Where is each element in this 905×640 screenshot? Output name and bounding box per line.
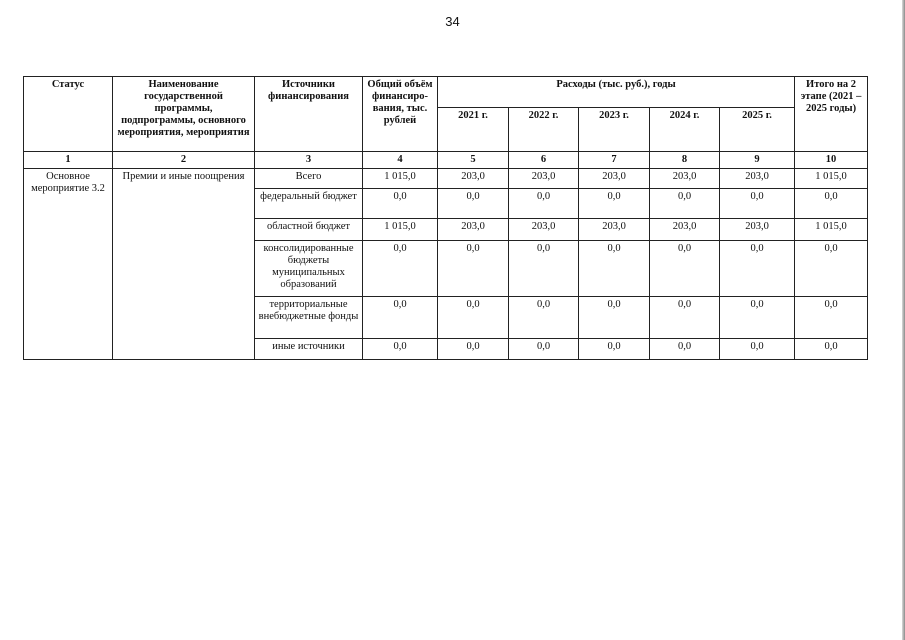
source-cell: областной бюджет [255, 219, 363, 241]
source-cell: иные источники [255, 339, 363, 360]
year-cell: 0,0 [579, 189, 650, 219]
header-total: Общий объём финансиро-вания, тыс. рублей [363, 77, 438, 152]
column-number: 9 [720, 152, 795, 169]
column-number: 7 [579, 152, 650, 169]
year-cell: 203,0 [720, 169, 795, 189]
source-cell: Всего [255, 169, 363, 189]
year-cell: 203,0 [650, 169, 720, 189]
total-cell: 1 015,0 [363, 219, 438, 241]
header-year-2024: 2024 г. [650, 108, 720, 152]
year-cell: 0,0 [509, 339, 579, 360]
column-number: 8 [650, 152, 720, 169]
year-cell: 203,0 [438, 219, 509, 241]
source-cell: территориальные внебюджетные фонды [255, 297, 363, 339]
header-status: Статус [24, 77, 113, 152]
stage-total-cell: 0,0 [795, 241, 868, 297]
year-cell: 203,0 [720, 219, 795, 241]
source-cell: консолидированные бюджеты муниципальных образований [255, 241, 363, 297]
column-number: 10 [795, 152, 868, 169]
stage-total-cell: 0,0 [795, 189, 868, 219]
name-cell: Премии и иные поощрения [113, 169, 255, 360]
header-expenses: Расходы (тыс. руб.), годы [438, 77, 795, 108]
column-number-row [24, 152, 868, 169]
column-number: 2 [113, 152, 255, 169]
year-cell: 0,0 [438, 297, 509, 339]
year-cell: 0,0 [720, 339, 795, 360]
year-cell: 0,0 [579, 297, 650, 339]
year-cell: 0,0 [720, 241, 795, 297]
total-cell: 0,0 [363, 297, 438, 339]
year-cell: 203,0 [509, 169, 579, 189]
header-year-2023: 2023 г. [579, 108, 650, 152]
year-cell: 0,0 [509, 297, 579, 339]
year-cell: 203,0 [509, 219, 579, 241]
year-cell: 0,0 [720, 189, 795, 219]
year-cell: 0,0 [579, 241, 650, 297]
table-row [24, 169, 868, 189]
year-cell: 203,0 [579, 219, 650, 241]
year-cell: 0,0 [438, 241, 509, 297]
total-cell: 0,0 [363, 189, 438, 219]
year-cell: 203,0 [650, 219, 720, 241]
budget-table [23, 76, 868, 360]
year-cell: 0,0 [650, 297, 720, 339]
year-cell: 203,0 [438, 169, 509, 189]
year-cell: 0,0 [438, 189, 509, 219]
source-cell: федеральный бюджет [255, 189, 363, 219]
column-number: 6 [509, 152, 579, 169]
header-year-2025: 2025 г. [720, 108, 795, 152]
page-number: 34 [445, 14, 460, 29]
column-number: 5 [438, 152, 509, 169]
year-cell: 0,0 [438, 339, 509, 360]
header-stage-total: Итого на 2 этапе (2021 – 2025 годы) [795, 77, 868, 152]
header-row-1 [24, 77, 868, 108]
year-cell: 0,0 [579, 339, 650, 360]
year-cell: 0,0 [650, 241, 720, 297]
column-number: 1 [24, 152, 113, 169]
year-cell: 0,0 [650, 189, 720, 219]
header-year-2021: 2021 г. [438, 108, 509, 152]
header-name: Наименование государственной программы, подпрограммы, основного мероприятия, мероприятия [113, 77, 255, 152]
year-cell: 0,0 [509, 241, 579, 297]
stage-total-cell: 1 015,0 [795, 219, 868, 241]
total-cell: 0,0 [363, 241, 438, 297]
header-year-2022: 2022 г. [509, 108, 579, 152]
year-cell: 203,0 [579, 169, 650, 189]
stage-total-cell: 1 015,0 [795, 169, 868, 189]
stage-total-cell: 0,0 [795, 339, 868, 360]
total-cell: 0,0 [363, 339, 438, 360]
year-cell: 0,0 [720, 297, 795, 339]
total-cell: 1 015,0 [363, 169, 438, 189]
header-sources: Источники финансирования [255, 77, 363, 152]
year-cell: 0,0 [650, 339, 720, 360]
year-cell: 0,0 [509, 189, 579, 219]
column-number: 3 [255, 152, 363, 169]
column-number: 4 [363, 152, 438, 169]
stage-total-cell: 0,0 [795, 297, 868, 339]
status-cell: Основное мероприятие 3.2 [24, 169, 113, 360]
